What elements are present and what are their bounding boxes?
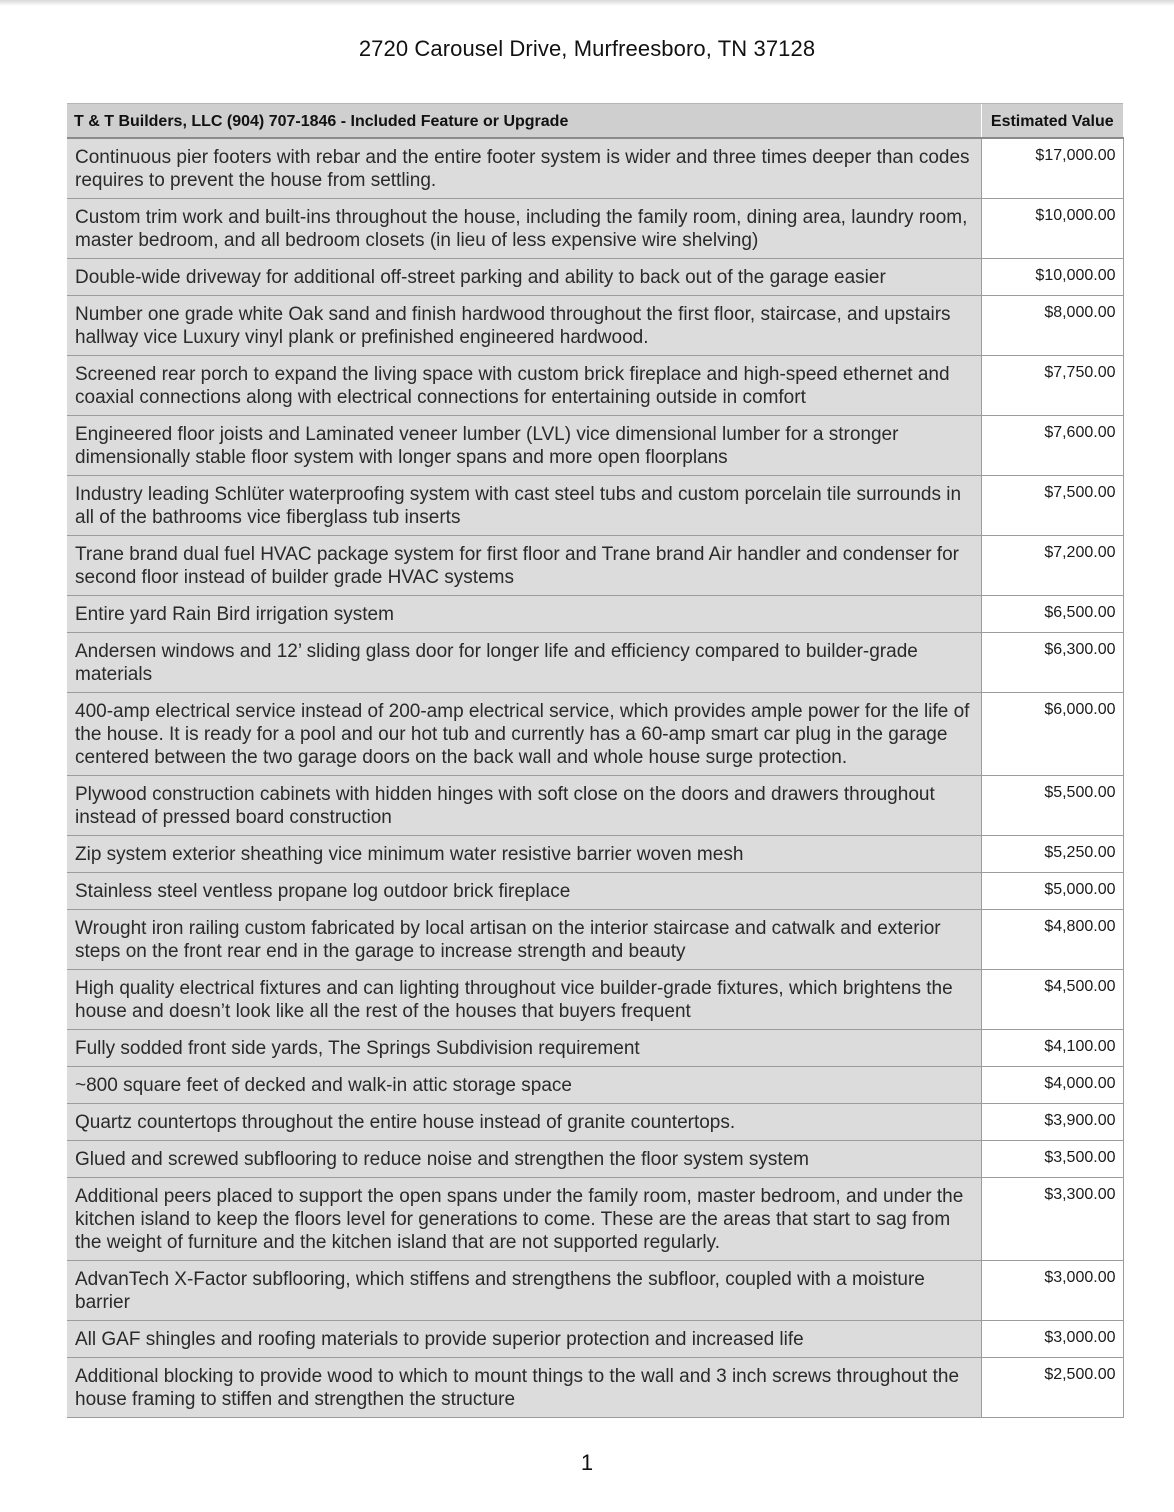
table-header-row xyxy=(67,104,1123,139)
value-cell: $3,000.00 xyxy=(981,1321,1123,1358)
feature-cell: Wrought iron railing custom fabricated by local artisan on the interior staircase and catwalk and exterior steps on the front rear end in the garage to increase strength and beauty xyxy=(67,910,981,970)
value-cell: $6,000.00 xyxy=(981,693,1123,776)
value-cell: $6,500.00 xyxy=(981,596,1123,633)
value-cell: $4,000.00 xyxy=(981,1067,1123,1104)
value-cell: $5,500.00 xyxy=(981,776,1123,836)
feature-cell: High quality electrical fixtures and can lighting throughout vice builder-grade fixtures, which brightens the house and doesn’t look like all the rest of the houses that buyers frequent xyxy=(67,970,981,1030)
table-row xyxy=(67,138,1123,199)
value-cell: $5,000.00 xyxy=(981,873,1123,910)
value-cell: $5,250.00 xyxy=(981,836,1123,873)
table-row xyxy=(67,1030,1123,1067)
feature-cell: Fully sodded front side yards, The Springs Subdivision requirement xyxy=(67,1030,981,1067)
feature-cell: Screened rear porch to expand the living space with custom brick fireplace and high-speed ethernet and coaxial connections along with electrical connections for entertaining outside in comfort xyxy=(67,356,981,416)
feature-cell: Engineered floor joists and Laminated veneer lumber (LVL) vice dimensional lumber for a stronger dimensionally stable floor system with longer spans and more open floorplans xyxy=(67,416,981,476)
page-top-edge xyxy=(0,0,1174,6)
value-cell: $3,500.00 xyxy=(981,1141,1123,1178)
feature-cell: Entire yard Rain Bird irrigation system xyxy=(67,596,981,633)
table-row xyxy=(67,873,1123,910)
value-cell: $3,300.00 xyxy=(981,1178,1123,1261)
table-row xyxy=(67,596,1123,633)
value-cell: $3,000.00 xyxy=(981,1261,1123,1321)
page-title: 2720 Carousel Drive, Murfreesboro, TN 37128 xyxy=(358,36,816,61)
feature-cell: Additional blocking to provide wood to which to mount things to the wall and 3 inch screws throughout the house framing to stiffen and strengthen the structure xyxy=(67,1358,981,1418)
table-row xyxy=(67,199,1123,259)
table-row xyxy=(67,970,1123,1030)
table-row xyxy=(67,836,1123,873)
feature-cell: Andersen windows and 12’ sliding glass door for longer life and efficiency compared to builder-grade materials xyxy=(67,633,981,693)
feature-cell: Stainless steel ventless propane log outdoor brick fireplace xyxy=(67,873,981,910)
feature-cell: Double-wide driveway for additional off-street parking and ability to back out of the garage easier xyxy=(67,259,981,296)
feature-cell: AdvanTech X-Factor subflooring, which stiffens and strengthens the subfloor, coupled with a moisture barrier xyxy=(67,1261,981,1321)
table-row xyxy=(67,259,1123,296)
feature-cell: All GAF shingles and roofing materials to provide superior protection and increased life xyxy=(67,1321,981,1358)
table-row xyxy=(67,1141,1123,1178)
features-table xyxy=(67,103,1124,1418)
table-row xyxy=(67,476,1123,536)
page-number: 1 xyxy=(580,1450,594,1475)
value-cell: $6,300.00 xyxy=(981,633,1123,693)
feature-cell: ~800 square feet of decked and walk-in attic storage space xyxy=(67,1067,981,1104)
table-row xyxy=(67,693,1123,776)
value-cell: $7,750.00 xyxy=(981,356,1123,416)
value-cell: $3,900.00 xyxy=(981,1104,1123,1141)
value-cell: $4,800.00 xyxy=(981,910,1123,970)
value-cell: $17,000.00 xyxy=(981,138,1123,199)
table-row xyxy=(67,1067,1123,1104)
value-cell: $10,000.00 xyxy=(981,259,1123,296)
value-cell: $4,100.00 xyxy=(981,1030,1123,1067)
feature-cell: Glued and screwed subflooring to reduce noise and strengthen the floor system system xyxy=(67,1141,981,1178)
table-row xyxy=(67,1178,1123,1261)
value-cell: $7,500.00 xyxy=(981,476,1123,536)
table-row xyxy=(67,633,1123,693)
value-cell: $7,200.00 xyxy=(981,536,1123,596)
feature-cell: Continuous pier footers with rebar and the entire footer system is wider and three times deeper than codes requires to prevent the house from settling. xyxy=(67,138,981,199)
table-row xyxy=(67,1261,1123,1321)
feature-cell: Number one grade white Oak sand and finish hardwood throughout the first floor, staircase, and upstairs hallway vice Luxury vinyl plank or prefinished engineered hardwood. xyxy=(67,296,981,356)
value-cell: $2,500.00 xyxy=(981,1358,1123,1418)
feature-cell: Plywood construction cabinets with hidden hinges with soft close on the doors and drawers throughout instead of pressed board construction xyxy=(67,776,981,836)
feature-cell: Additional peers placed to support the open spans under the family room, master bedroom, and under the kitchen island to keep the floors level for generations to come. These are the areas that start to sag from the weight of furniture and the kitchen island that are not supported regularly. xyxy=(67,1178,981,1261)
feature-cell: Zip system exterior sheathing vice minimum water resistive barrier woven mesh xyxy=(67,836,981,873)
value-cell: $10,000.00 xyxy=(981,199,1123,259)
value-column-header: Estimated Value xyxy=(981,104,1123,139)
value-cell: $4,500.00 xyxy=(981,970,1123,1030)
feature-cell: Quartz countertops throughout the entire house instead of granite countertops. xyxy=(67,1104,981,1141)
table-row xyxy=(67,910,1123,970)
feature-cell: 400-amp electrical service instead of 200-amp electrical service, which provides ample power for the life of the house. It is ready for a pool and our hot tub and currently has a 60-amp smart car plug in the garage centered between the two garage doors on the back wall and whole house surge protection. xyxy=(67,693,981,776)
table-row xyxy=(67,1104,1123,1141)
value-cell: $7,600.00 xyxy=(981,416,1123,476)
feature-cell: Trane brand dual fuel HVAC package system for first floor and Trane brand Air handler and condenser for second floor instead of builder grade HVAC systems xyxy=(67,536,981,596)
feature-column-header: T & T Builders, LLC (904) 707-1846 - Included Feature or Upgrade xyxy=(67,104,981,139)
value-cell: $8,000.00 xyxy=(981,296,1123,356)
table-row xyxy=(67,356,1123,416)
table-row xyxy=(67,1358,1123,1418)
table-row xyxy=(67,296,1123,356)
feature-cell: Industry leading Schlüter waterproofing system with cast steel tubs and custom porcelain tile surrounds in all of the bathrooms vice fiberglass tub inserts xyxy=(67,476,981,536)
table-row xyxy=(67,536,1123,596)
table-row xyxy=(67,416,1123,476)
feature-cell: Custom trim work and built-ins throughout the house, including the family room, dining area, laundry room, master bedroom, and all bedroom closets (in lieu of less expensive wire shelving) xyxy=(67,199,981,259)
table-row xyxy=(67,1321,1123,1358)
table-row xyxy=(67,776,1123,836)
